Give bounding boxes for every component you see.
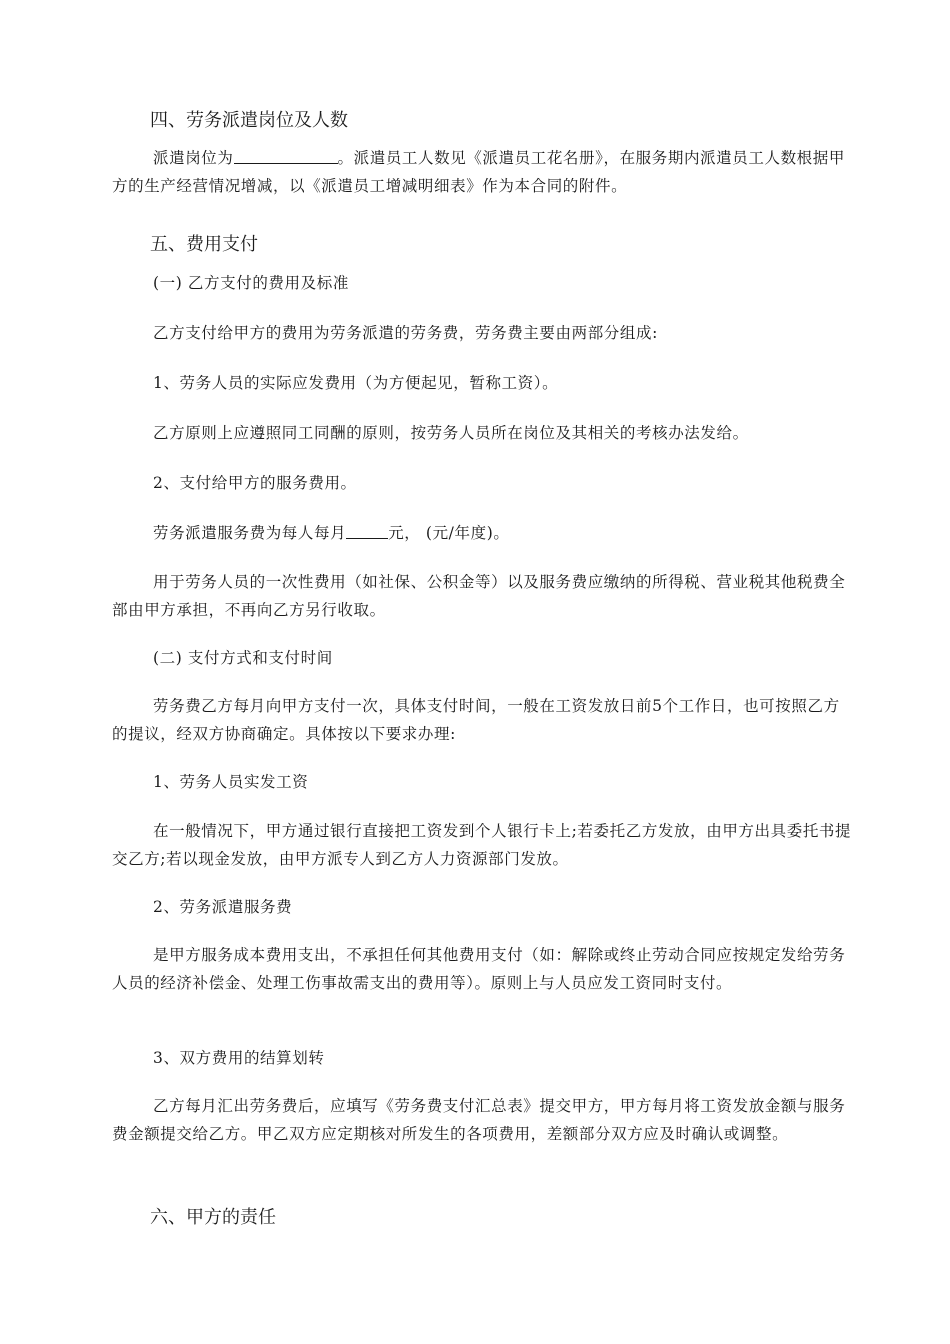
payment-item-3-title: 3、双方费用的结算划转 xyxy=(153,1049,325,1067)
payment-item-1-text: 在一般情况下，甲方通过银行直接把工资发到个人银行卡上;若委托乙方发放，由甲方出具委托书提交乙方;若以现金发放，由甲方派专人到乙方人力资源部门发放。 xyxy=(112,822,852,868)
post-suffix: 。派遣员工人数见《派遣员工花名册》，在服务期内派遣员工人数根据甲方的生产经营情况增减，以《派遣员工增减明细表》作为本合同的附件。 xyxy=(112,149,845,195)
post-blank-field xyxy=(234,149,338,164)
payment-intro-paragraph: 劳务费乙方每月向甲方支付一次，具体支付时间，一般在工资发放日前5个工作日，也可按照乙方的提议，经双方协商确定。具体按以下要求办理: xyxy=(112,697,840,743)
item-2-title: 2、支付给甲方的服务费用。 xyxy=(153,474,357,492)
item-1-text: 乙方原则上应遵照同工同酬的原则，按劳务人员所在岗位及其相关的考核办法发给。 xyxy=(153,424,749,442)
service-fee-line xyxy=(153,520,853,546)
section-6-heading: 六、甲方的责任 xyxy=(150,1207,276,1228)
section-4-paragraph xyxy=(112,145,854,200)
payment-item-1-title: 1、劳务人员实发工资 xyxy=(153,773,309,791)
item-1-title: 1、劳务人员的实际应发费用（为方便起见，暂称工资）。 xyxy=(153,374,559,392)
fee-suffix: 元， (元/年度)。 xyxy=(388,524,510,542)
payment-item-3-text: 乙方每月汇出劳务费后，应填写《劳务费支付汇总表》提交甲方，甲方每月将工资发放金额与服务费金额提交给乙方。甲乙双方应定期核对所发生的各项费用，差额部分双方应及时确认或调整。 xyxy=(112,1097,846,1143)
subsection-1-title: (一) 乙方支付的费用及标准 xyxy=(153,274,349,292)
payment-item-2-title: 2、劳务派遣服务费 xyxy=(153,898,293,916)
payment-item-2-text: 是甲方服务成本费用支出，不承担任何其他费用支付（如：解除或终止劳动合同应按规定发给劳务人员的经济补偿金、处理工伤事故需支出的费用等）。原则上与人员应发工资同时支付。 xyxy=(112,946,846,992)
section-5-heading: 五、费用支付 xyxy=(150,234,258,255)
fee-prefix: 劳务派遣服务费为每人每月 xyxy=(153,524,347,542)
taxes-paragraph: 用于劳务人员的一次性费用（如社保、公积金等）以及服务费应缴纳的所得税、营业税其他税费全部由甲方承担，不再向乙方另行收取。 xyxy=(112,573,846,619)
section-4-heading: 四、劳务派遣岗位及人数 xyxy=(150,110,348,131)
fee-blank-field xyxy=(346,524,388,539)
fee-intro-text: 乙方支付给甲方的费用为劳务派遣的劳务费，劳务费主要由两部分组成: xyxy=(153,324,658,342)
post-prefix: 派遣岗位为 xyxy=(153,149,234,167)
subsection-2-title: (二) 支付方式和支付时间 xyxy=(153,649,333,667)
